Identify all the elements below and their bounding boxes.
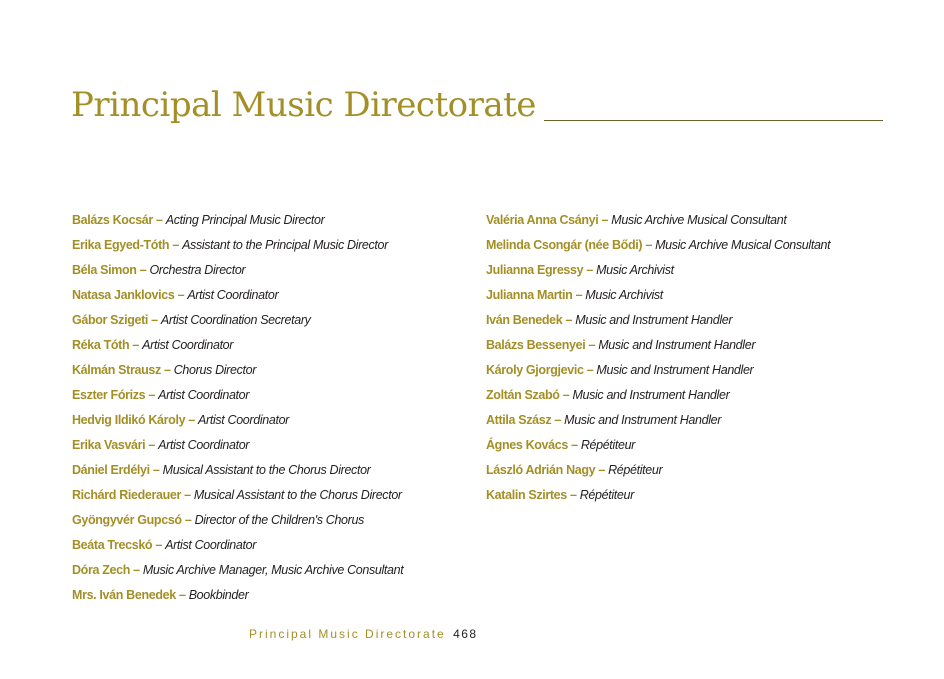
staff-entry: [72, 383, 472, 408]
staff-entry: [486, 208, 926, 233]
page-header: [71, 85, 883, 125]
staff-role: Répétiteur: [579, 488, 634, 502]
staff-entry: [72, 458, 472, 483]
staff-role: Chorus Director: [173, 363, 257, 377]
staff-name: Erika Egyed-Tóth: [72, 238, 170, 252]
staff-entry: [72, 333, 472, 358]
staff-role: Artist Coordinator: [142, 338, 234, 352]
separator-dash: –: [645, 238, 652, 252]
staff-name: Julianna Egressy: [486, 263, 584, 277]
staff-role: Music Archivist: [585, 288, 663, 302]
staff-name: Erika Vasvári: [72, 438, 146, 452]
staff-entry: [486, 258, 926, 283]
staff-role: Répétiteur: [608, 463, 663, 477]
staff-name: Eszter Fórizs: [72, 388, 146, 402]
staff-entry: [72, 308, 472, 333]
staff-role: Assistant to the Principal Music Director: [182, 238, 388, 252]
separator-dash: –: [571, 438, 578, 452]
staff-entry: [72, 358, 472, 383]
staff-name: Natasa Janklovics: [72, 288, 175, 302]
staff-entry: [486, 308, 926, 333]
separator-dash: –: [570, 488, 577, 502]
staff-list-left: [72, 208, 472, 608]
staff-role: Artist Coordinator: [165, 538, 257, 552]
staff-entry: [72, 558, 472, 583]
staff-name: Balázs Kocsár: [72, 213, 153, 227]
staff-role: Music and Instrument Handler: [598, 338, 756, 352]
staff-name: Mrs. Iván Benedek: [72, 588, 176, 602]
separator-dash: –: [601, 213, 609, 227]
staff-entry: [72, 408, 472, 433]
separator-dash: –: [562, 388, 570, 402]
staff-entry: [72, 483, 472, 508]
separator-dash: –: [155, 538, 162, 552]
staff-name: Réka Tóth: [72, 338, 130, 352]
page-number: 468: [453, 627, 478, 641]
staff-entry: [72, 583, 472, 608]
staff-name: Valéria Anna Csányi: [486, 213, 599, 227]
staff-role: Bookbinder: [188, 588, 249, 602]
staff-role: Orchestra Director: [149, 263, 246, 277]
staff-entry: [72, 533, 472, 558]
staff-name: Dóra Zech: [72, 563, 130, 577]
staff-role: Music Archive Musical Consultant: [655, 238, 831, 252]
separator-dash: –: [139, 263, 147, 277]
staff-name: Kálmán Strausz: [72, 363, 161, 377]
staff-entry: [72, 283, 472, 308]
staff-role: Musical Assistant to the Chorus Director: [193, 488, 402, 502]
staff-role: Music and Instrument Handler: [596, 363, 754, 377]
separator-dash: –: [188, 413, 195, 427]
staff-name: Gábor Szigeti: [72, 313, 149, 327]
separator-dash: –: [172, 238, 179, 252]
staff-entry: [486, 408, 926, 433]
staff-role: Acting Principal Music Director: [165, 213, 325, 227]
separator-dash: –: [184, 488, 191, 502]
staff-name: Katalin Szirtes: [486, 488, 567, 502]
staff-role: Music Archivist: [596, 263, 674, 277]
staff-entry: [486, 358, 926, 383]
staff-entry: [486, 458, 926, 483]
staff-name: Richárd Riederauer: [72, 488, 182, 502]
staff-name: Gyöngyvér Gupcsó: [72, 513, 182, 527]
staff-entry: [486, 433, 926, 458]
staff-role: Artist Coordinator: [158, 388, 250, 402]
separator-dash: –: [156, 213, 163, 227]
staff-name: Béla Simon: [72, 263, 137, 277]
staff-role: Artist Coordinator: [198, 413, 289, 427]
staff-role: Musical Assistant to the Chorus Director: [162, 463, 371, 477]
staff-role: Artist Coordinator: [187, 288, 279, 302]
page-title: Principal Music Directorate: [71, 85, 536, 125]
staff-role: Music and Instrument Handler: [575, 313, 733, 327]
staff-name: Iván Benedek: [486, 313, 563, 327]
staff-entry: [72, 208, 472, 233]
staff-role: Music Archive Musical Consultant: [611, 213, 787, 227]
staff-name: László Adrián Nagy: [486, 463, 596, 477]
staff-entry: [486, 233, 926, 258]
staff-role: Director of the Children's Chorus: [194, 513, 364, 527]
separator-dash: –: [586, 363, 594, 377]
staff-name: Dániel Erdélyi: [72, 463, 150, 477]
staff-name: Julianna Martin: [486, 288, 573, 302]
separator-dash: –: [565, 313, 573, 327]
separator-dash: –: [151, 313, 158, 327]
separator-dash: –: [588, 338, 596, 352]
staff-role: Music and Instrument Handler: [572, 388, 730, 402]
staff-list-right: [486, 208, 926, 508]
staff-entry: [486, 333, 926, 358]
staff-entry: [72, 433, 472, 458]
separator-dash: –: [178, 588, 186, 602]
staff-role: Artist Coordinator: [158, 438, 250, 452]
title-rule: [544, 120, 883, 121]
staff-name: Beáta Trecskó: [72, 538, 153, 552]
page-footer: [249, 627, 478, 641]
separator-dash: –: [598, 463, 605, 477]
footer-section-label: Principal Music Directorate: [249, 627, 446, 641]
staff-name: Károly Gjorgjevic: [486, 363, 584, 377]
separator-dash: –: [586, 263, 593, 277]
separator-dash: –: [132, 338, 140, 352]
staff-name: Melinda Csongár (née Bődi): [486, 238, 643, 252]
staff-name: Balázs Bessenyei: [486, 338, 586, 352]
staff-entry: [486, 283, 926, 308]
separator-dash: –: [554, 413, 561, 427]
separator-dash: –: [133, 563, 140, 577]
separator-dash: –: [152, 463, 160, 477]
staff-role: Artist Coordination Secretary: [160, 313, 311, 327]
separator-dash: –: [575, 288, 583, 302]
staff-entry: [486, 483, 926, 508]
staff-entry: [72, 233, 472, 258]
separator-dash: –: [148, 388, 155, 402]
staff-name: Zoltán Szabó: [486, 388, 560, 402]
staff-entry: [72, 258, 472, 283]
staff-role: Music and Instrument Handler: [564, 413, 722, 427]
staff-entry: [72, 508, 472, 533]
staff-role: Music Archive Manager, Music Archive Consultant: [142, 563, 404, 577]
staff-role: Répétiteur: [580, 438, 635, 452]
separator-dash: –: [164, 363, 171, 377]
staff-name: Ágnes Kovács: [486, 438, 568, 452]
staff-entry: [486, 383, 926, 408]
staff-name: Hedvig Ildikó Károly: [72, 413, 186, 427]
staff-name: Attila Szász: [486, 413, 552, 427]
separator-dash: –: [177, 288, 185, 302]
separator-dash: –: [184, 513, 192, 527]
separator-dash: –: [148, 438, 156, 452]
